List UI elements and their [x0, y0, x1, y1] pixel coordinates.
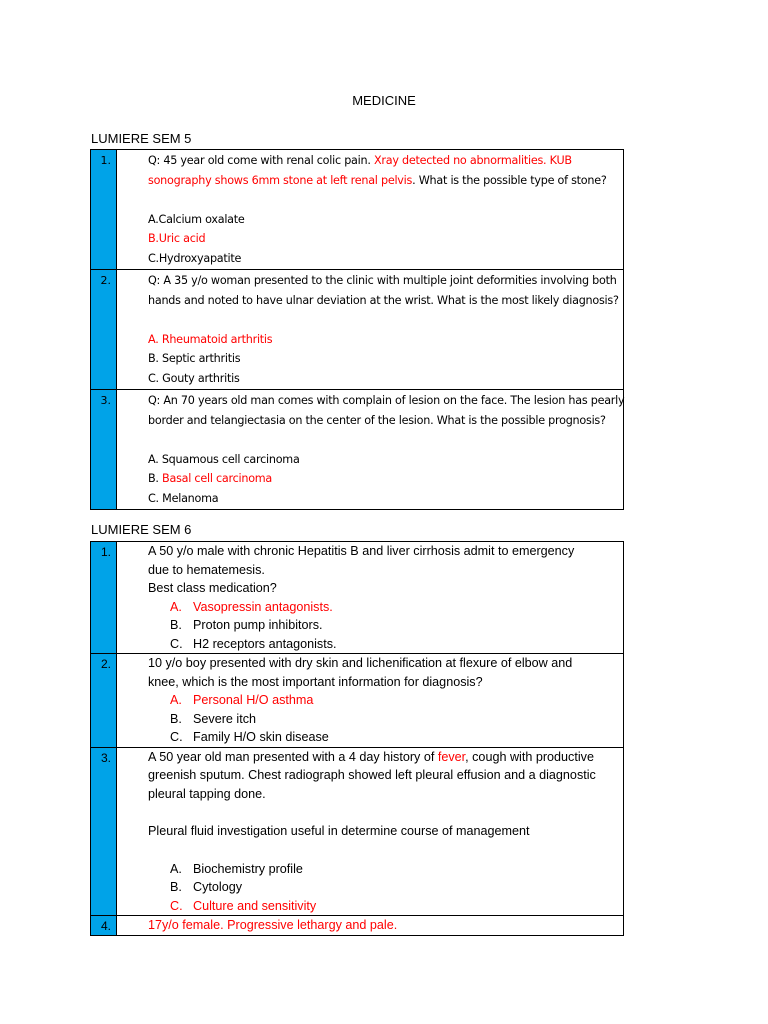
- highlighted-text: Xray detected no abnormalities. KUB: [373, 154, 572, 167]
- option-b-answer: B.Uric acid: [148, 232, 206, 246]
- option-a: A. Squamous cell carcinoma: [148, 452, 300, 466]
- question-text: A 50 y/o male with chronic Hepatitis B and liver cirrhosis admit to emergency: [148, 544, 575, 558]
- option-b: B. Proton pump inhibitors.: [170, 618, 323, 632]
- option-b: B. Cytology: [170, 880, 242, 894]
- question-number: 1.: [100, 154, 111, 167]
- option-c-answer: C. Culture and sensitivity: [170, 898, 317, 913]
- option-a-answer: A. Personal H/O asthma: [170, 693, 314, 707]
- option-b: B. Severe itch: [170, 711, 256, 726]
- highlighted-text: fever: [437, 749, 466, 764]
- table-row: [91, 150, 624, 270]
- option-c: C. Gouty arthritis: [148, 372, 240, 386]
- question-number-cell: [91, 654, 117, 748]
- question-cell: [117, 654, 624, 748]
- question-text: Q: An 70 years old man comes with complain of lesion on the face. The lesion has pearly: [148, 393, 625, 407]
- question-text: knee, which is the most important information for diagnosis?: [148, 674, 483, 689]
- option-c: C. Melanoma: [148, 492, 219, 506]
- option-a-answer: A. Vasopressin antagonists.: [170, 599, 333, 614]
- question-number-cell: [91, 542, 117, 654]
- question-number: 2.: [100, 273, 111, 287]
- document-title: MEDICINE: [352, 93, 416, 108]
- question-cell: [117, 747, 624, 916]
- question-number-cell: [91, 150, 117, 270]
- section-title-sem5: LUMIERE SEM 5: [91, 131, 192, 146]
- question-text: 10 y/o boy presented with dry skin and lichenification at flexure of elbow and: [148, 656, 573, 670]
- question-number: 3.: [100, 393, 111, 407]
- table-row: [91, 389, 624, 509]
- question-cell: [117, 389, 624, 509]
- section-title-sem6: LUMIERE SEM 6: [91, 522, 192, 537]
- option-a: A.Calcium oxalate: [148, 212, 245, 226]
- question-number: 3.: [100, 750, 111, 765]
- option-a-answer: A. Rheumatoid arthritis: [148, 332, 273, 346]
- option-b: B. Septic arthritis: [148, 352, 241, 366]
- option-c: C. Family H/O skin disease: [170, 730, 329, 744]
- question-text: Best class medication?: [148, 581, 277, 595]
- highlighted-text: sonography shows 6mm stone at left renal pelvis: [148, 173, 413, 187]
- question-text: border and telangiectasia on the center of the lesion. What is the possible prognosis?: [148, 413, 606, 427]
- option-c: C.Hydroxyapatite: [148, 252, 242, 266]
- question-cell: [117, 542, 624, 654]
- question-text: Q: A 35 y/o woman presented to the clinic with multiple joint deformities involving both: [148, 273, 617, 287]
- question-number: 1.: [100, 545, 111, 559]
- question-text: 17y/o female. Progressive lethargy and pale.: [148, 918, 398, 932]
- question-text: Q: 45 year old come with renal colic pain.: [148, 154, 374, 167]
- option-b: B. Basal cell carcinoma: [148, 472, 273, 486]
- question-text: A 50 year old man presented with a 4 day history of fever, cough with productive: [148, 749, 594, 764]
- question-number-cell: [91, 916, 117, 936]
- question-number-cell: [91, 269, 117, 389]
- table-row: [91, 269, 624, 389]
- question-text: hands and noted to have ulnar deviation at the wrist. What is the most likely diagnosis?: [148, 293, 619, 307]
- question-table-sem5: [90, 149, 624, 510]
- question-number: 4.: [100, 919, 111, 933]
- table-row: [91, 747, 624, 916]
- question-cell: [117, 916, 624, 936]
- table-row: [91, 542, 624, 654]
- question-text: greenish sputum. Chest radiograph showed left pleural effusion and a diagnostic: [148, 768, 596, 782]
- question-cell: [117, 150, 624, 270]
- question-text: Pleural fluid investigation useful in determine course of management: [148, 824, 530, 838]
- option-a: A. Biochemistry profile: [170, 861, 303, 876]
- table-row: [91, 654, 624, 748]
- question-text: . What is the possible type of stone?: [412, 173, 607, 187]
- question-number-cell: [91, 389, 117, 509]
- question-text: due to hematemesis.: [148, 562, 265, 577]
- option-b-answer: Basal cell carcinoma: [162, 472, 273, 486]
- option-c: C. H2 receptors antagonists.: [170, 636, 337, 651]
- question-table-sem6: [90, 541, 624, 936]
- table-row: [91, 916, 624, 936]
- question-cell: [117, 269, 624, 389]
- question-number: 2.: [100, 657, 111, 671]
- question-text: pleural tapping done.: [148, 786, 266, 801]
- question-number-cell: [91, 747, 117, 916]
